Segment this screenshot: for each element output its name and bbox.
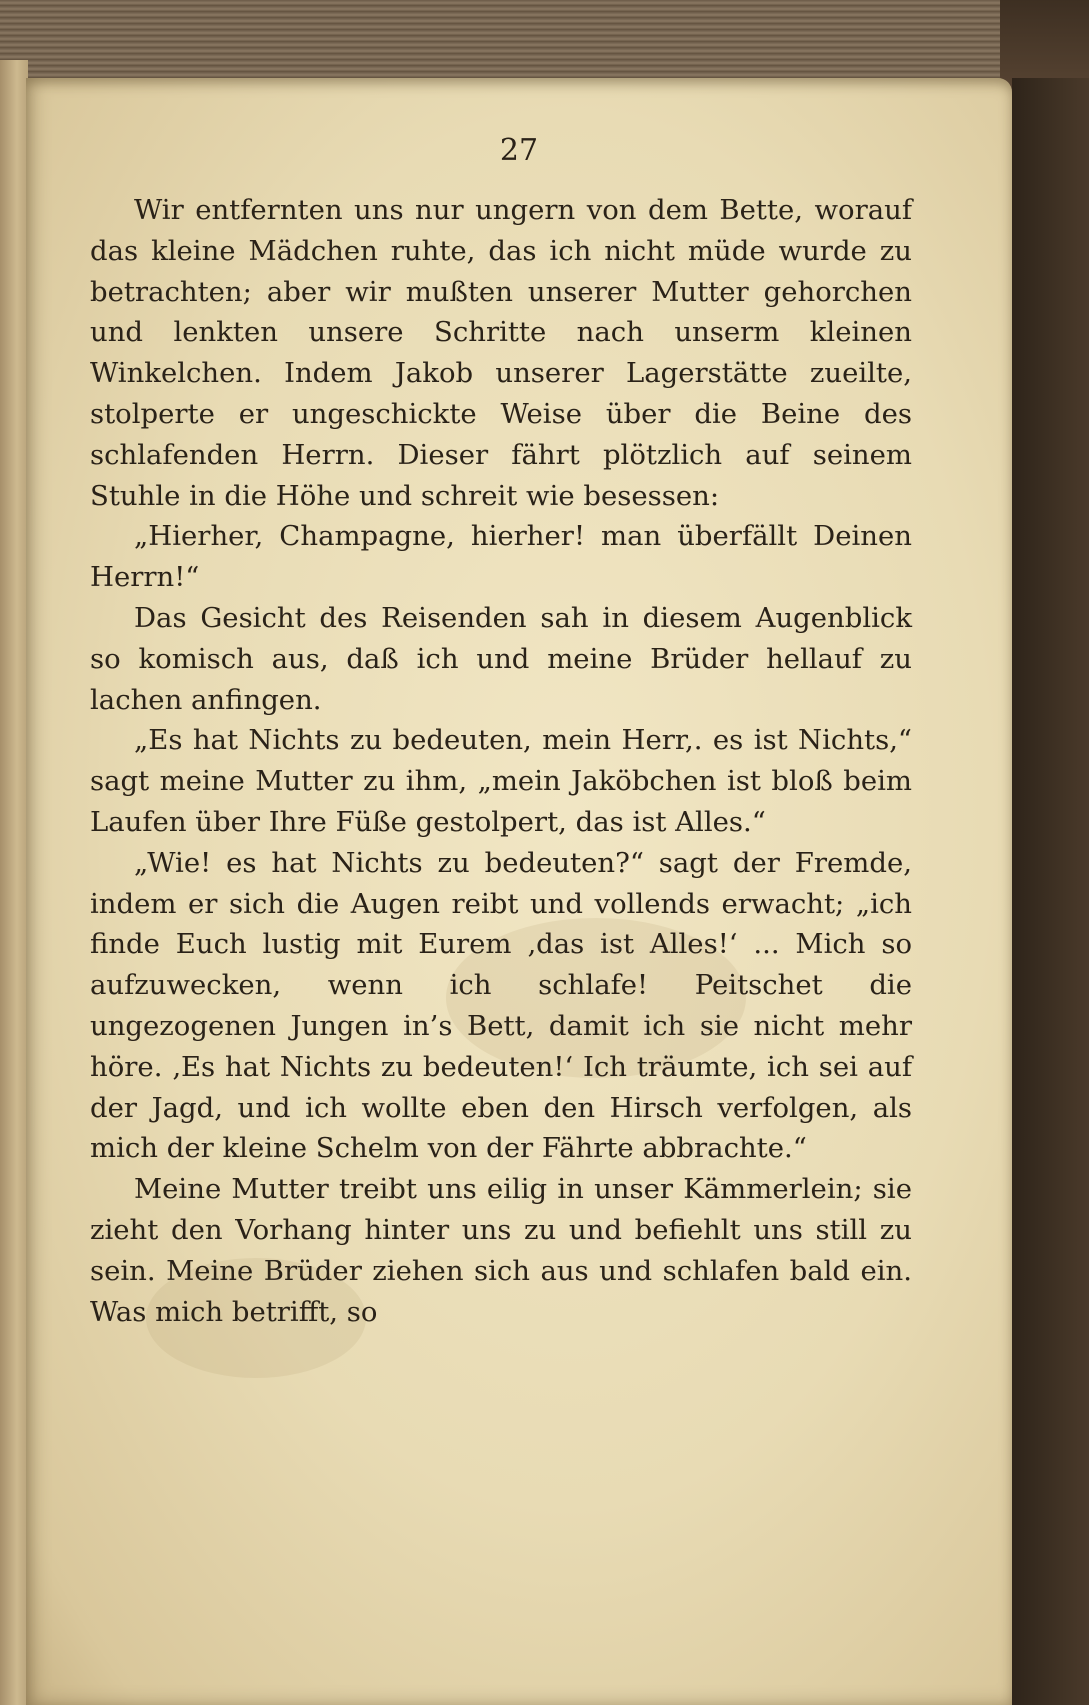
paragraph: Das Gesicht des Reisenden sah in diesem Augenblick so komisch aus, daß ich und meine Brüder hellauf zu lachen anfingen. <box>90 601 912 716</box>
book-page <box>26 78 1012 1705</box>
page-number: 27 <box>499 133 539 168</box>
paragraph: „Wie! es hat Nichts zu bedeuten?“ sagt der Fremde, indem er sich die Augen reibt und vollends erwacht; „ich finde Euch lustig mit Eurem ‚das ist Alles!‘ ... Mich so aufzuwecken, wenn ich schlafe! Peitschet die ungezogenen Jungen in’s Bett, damit ich sie nicht mehr höre. ‚Es hat Nichts zu bedeuten!‘ Ich träumte, ich sei auf der Jagd, und ich wollte eben den Hirsch verfolgen, als mich der kleine Schelm von der Fährte abbrachte.“ <box>90 846 912 1165</box>
paragraph: Meine Mutter treibt uns eilig in unser Kämmerlein; sie zieht den Vorhang hinter uns zu und befiehlt uns still zu sein. Meine Brüder ziehen sich aus und schlafen bald ein. Was mich betrifft, so <box>90 1173 912 1328</box>
body-text <box>90 190 912 1332</box>
paragraph: „Hierher, Champagne, hierher! man überfällt Deinen Herrn!“ <box>90 520 912 594</box>
background-shadow <box>1012 78 1089 1705</box>
paragraph: „Es hat Nichts zu bedeuten, mein Herr,. es ist Nichts,“ sagt meine Mutter zu ihm, „mein Jaköbchen ist bloß beim Laufen über Ihre Füße gestolpert, das ist Alles.“ <box>90 724 912 838</box>
book-top-edge <box>0 0 1000 90</box>
left-page-edge <box>0 60 28 1705</box>
paragraph: Wir entfernten uns nur ungern von dem Bette, worauf das kleine Mädchen ruhte, das ich nicht müde wurde zu betrachten; aber wir mußten unserer Mutter gehorchen und lenkten unsere Schritte nach unserm kleinen Winkelchen. Indem Jakob unserer Lagerstätte zueilte, stolperte er ungeschickte Weise über die Beine des schlafenden Herrn. Dieser fährt plötzlich auf seinem Stuhle in die Höhe und schreit wie besessen: <box>90 194 912 512</box>
